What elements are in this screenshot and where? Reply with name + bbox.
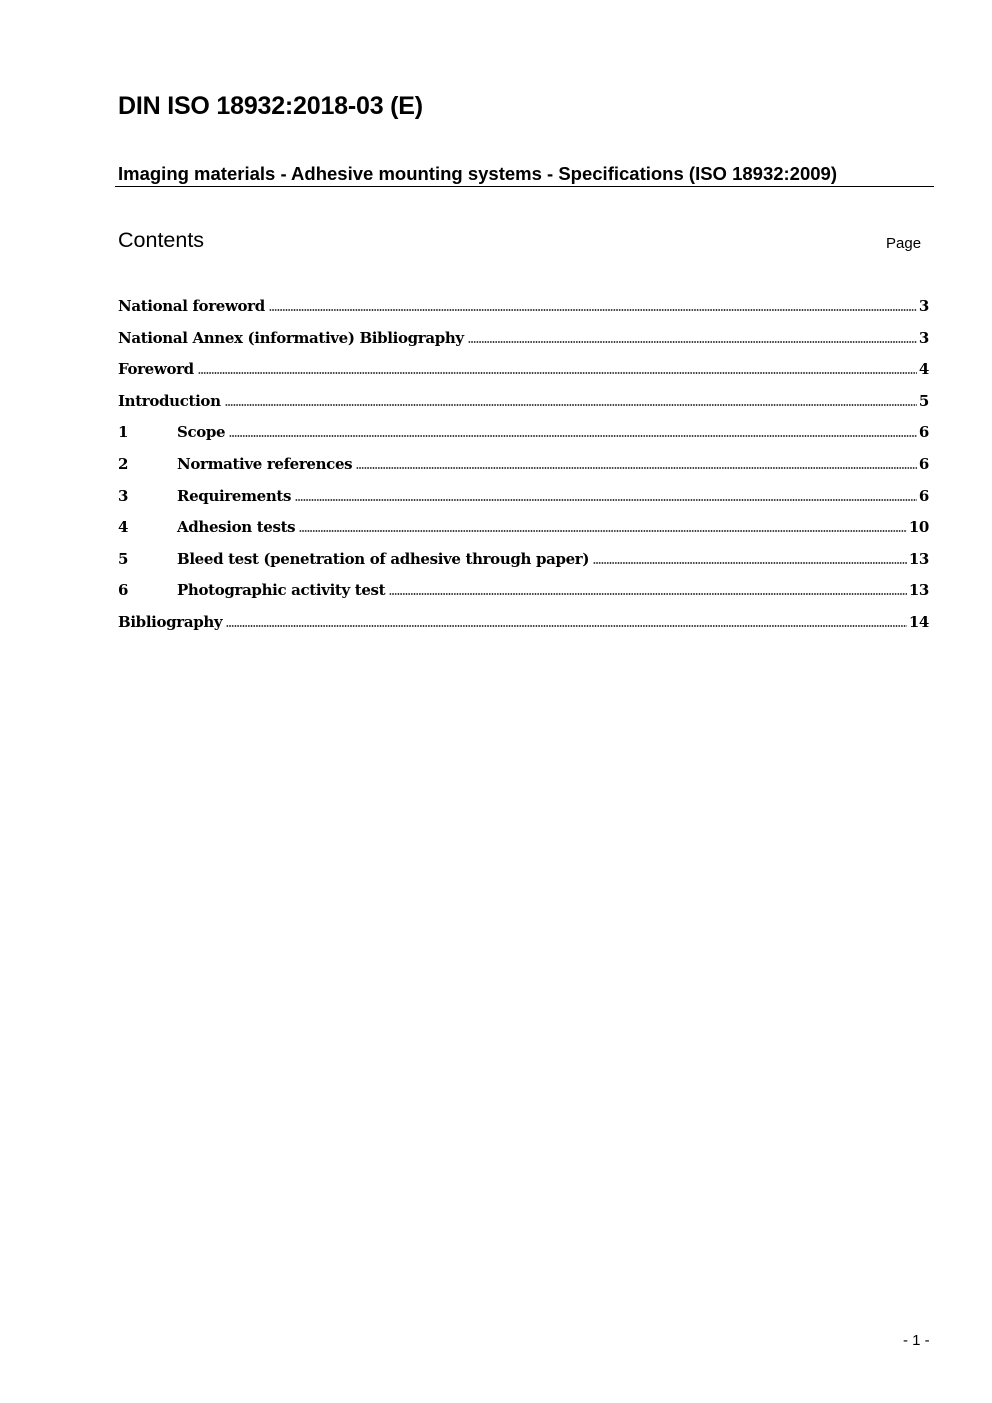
contents-heading: Contents	[118, 228, 205, 252]
toc-entry-number: 4	[118, 518, 129, 537]
toc-entry-page: 13	[908, 549, 929, 568]
toc-entry-title: National Annex (informative) Bibliography	[118, 328, 464, 347]
toc-dot-leader	[356, 465, 917, 469]
toc-entry-page: 6	[918, 423, 929, 442]
toc-entry-scope[interactable]	[118, 423, 929, 455]
toc-entry-page: 10	[908, 518, 929, 537]
toc-entry-number: 6	[118, 581, 129, 600]
toc-entry-number: 5	[118, 549, 129, 568]
toc-entry-title: National foreword	[118, 297, 265, 315]
toc-entry-bibliography[interactable]	[118, 613, 929, 645]
toc-dot-leader	[295, 497, 917, 501]
toc-entry-title: Scope	[177, 423, 226, 442]
document-id: DIN ISO 18932:2018-03 (E)	[118, 92, 423, 120]
toc-entry-title: Foreword	[118, 360, 194, 379]
page-column-label: Page	[886, 235, 922, 252]
toc-dot-leader	[226, 623, 907, 627]
document-title: Imaging materials - Adhesive mounting systems - Specifications (ISO 18932:2009)	[118, 163, 837, 184]
toc-entry-page: 14	[908, 612, 929, 631]
toc-entry-requirements[interactable]	[118, 487, 929, 519]
toc-dot-leader	[198, 370, 917, 374]
toc-entry-page: 13	[908, 581, 929, 600]
toc-entry-number: 1	[118, 423, 129, 442]
toc-dot-leader	[299, 528, 907, 532]
toc-entry-page: 5	[918, 391, 929, 410]
toc-entry-page: 4	[918, 360, 929, 379]
table-of-contents	[118, 297, 929, 645]
toc-dot-leader	[229, 433, 917, 437]
toc-entry-foreword[interactable]	[118, 360, 929, 392]
title-underline	[115, 186, 934, 187]
toc-entry-title: Photographic activity test	[177, 581, 386, 600]
toc-entry-photographic-activity-test[interactable]	[118, 581, 929, 613]
toc-entry-adhesion-tests[interactable]	[118, 518, 929, 550]
toc-entry-title: Bibliography	[118, 612, 223, 631]
toc-entry-number: 2	[118, 454, 129, 473]
toc-entry-bleed-test[interactable]	[118, 550, 929, 582]
toc-entry-page: 3	[918, 328, 929, 347]
toc-entry-page: 6	[918, 454, 929, 473]
toc-dot-leader	[593, 560, 907, 564]
toc-entry-normative-references[interactable]	[118, 455, 929, 487]
toc-entry-national-foreword[interactable]	[118, 297, 929, 329]
toc-entry-title: Normative references	[177, 454, 353, 473]
toc-entry-page: 6	[918, 486, 929, 505]
toc-entry-page: 3	[918, 297, 929, 315]
toc-entry-national-annex-bibliography[interactable]	[118, 329, 929, 361]
toc-entry-title: Requirements	[177, 486, 292, 505]
toc-entry-number: 3	[118, 486, 129, 505]
toc-entry-title: Introduction	[118, 391, 221, 410]
toc-entry-title: Adhesion tests	[177, 518, 296, 537]
toc-entry-introduction[interactable]	[118, 392, 929, 424]
toc-dot-leader	[225, 402, 917, 406]
toc-dot-leader	[389, 591, 907, 595]
page-number: - 1 -	[903, 1332, 930, 1349]
toc-entry-title: Bleed test (penetration of adhesive through paper)	[177, 549, 590, 568]
toc-dot-leader	[269, 307, 917, 311]
toc-dot-leader	[468, 339, 917, 343]
